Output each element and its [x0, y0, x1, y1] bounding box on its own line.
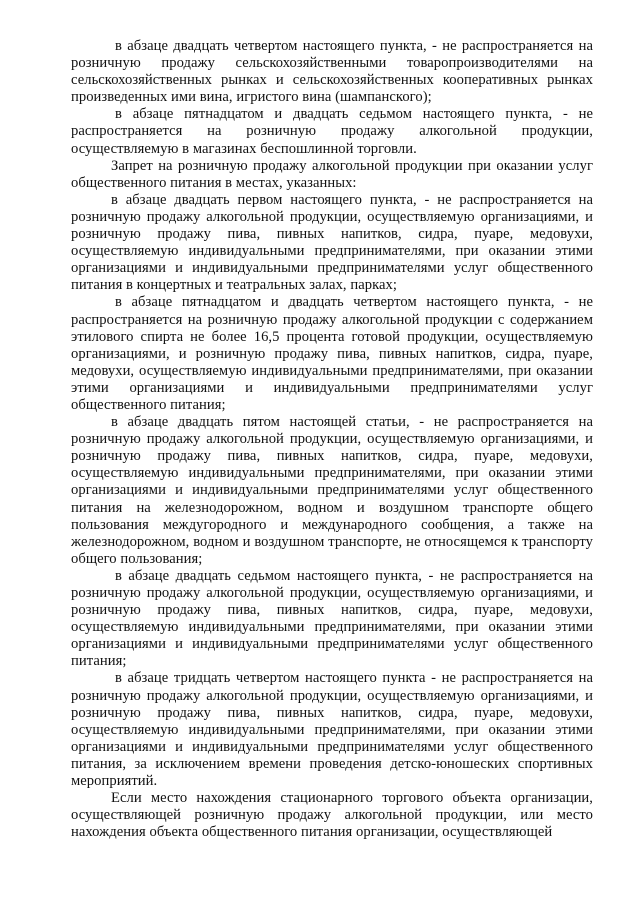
paragraph-clause-15-24: в абзаце пятнадцатом и двадцать четвертом настоящего пункта, - не распространяется на розничную продажу алкогольной продукции с содержанием этилового спирта не более 16,5 процента готовой продукции, осуществляемую организациями, и розничную продажу пива, пивных напитков, сидра, пуаре, медовухи, осуществляемую индивидуальными предпринимателями, при оказании этими организациями и индивидуальными предпринимателями услуг общественного питания;	[71, 294, 593, 413]
document-body	[71, 38, 593, 841]
paragraph-clause-15-27: в абзаце пятнадцатом и двадцать седьмом настоящего пункта, - не распространяется на розничную продажу алкогольной продукции, осуществляемую в магазинах беспошлинной торговли.	[71, 106, 593, 157]
paragraph-ban-intro: Запрет на розничную продажу алкогольной продукции при оказании услуг общественного питания в местах, указанных:	[71, 157, 593, 191]
paragraph-location: Если место нахождения стационарного торгового объекта организации, осуществляющей розничную продажу алкогольной продукции, или место нахождения объекта общественного питания организации, осуществляющей	[71, 790, 593, 841]
paragraph-clause-24: в абзаце двадцать четвертом настоящего пункта, - не распространяется на розничную продажу сельскохозяйственными товаропроизводителями на сельскохозяйственных рынках и сельскохозяйственных кооперативных рынках произведенных ими вина, игристого вина (шампанского);	[71, 38, 593, 106]
paragraph-clause-21: в абзаце двадцать первом настоящего пункта, - не распространяется на розничную продажу алкогольной продукции, осуществляемую организациями, и розничную продажу пива, пивных напитков, сидра, пуаре, медовухи, осуществляемую индивидуальными предпринимателями, при оказании этими организациями и индивидуальными предпринимателями услуг общественного питания в концертных и театральных залах, парках;	[71, 191, 593, 294]
paragraph-clause-34: в абзаце тридцать четвертом настоящего пункта - не распространяется на розничную продажу алкогольной продукции, осуществляемую организациями, и розничную продажу пива, пивных напитков, сидра, пуаре, медовухи, осуществляемую индивидуальными предпринимателями, при оказании этими организациями и индивидуальными предпринимателями услуг общественного питания, за исключением времени проведения детско-юношеских спортивных мероприятий.	[71, 670, 593, 790]
paragraph-clause-25: в абзаце двадцать пятом настоящей статьи, - не распространяется на розничную продажу алкогольной продукции, осуществляемую организациями, и розничную продажу пива, пивных напитков, сидра, пуаре, медовухи, осуществляемую индивидуальными предпринимателями, при оказании этими организациями и индивидуальными предпринимателями услуг общественного питания на железнодорожном, водном и воздушном транспорте общего пользования междугородного и международного сообщения, а также на железнодорожном, водном и воздушном транспорте, не относящемся к транспорту общего пользования;	[71, 414, 593, 567]
paragraph-clause-27: в абзаце двадцать седьмом настоящего пункта, - не распространяется на розничную продажу алкогольной продукции, осуществляемую организациями, и розничную продажу пива, пивных напитков, сидра, пуаре, медовухи, осуществляемую индивидуальными предпринимателями, при оказании этими организациями и индивидуальными предпринимателями услуг общественного питания;	[71, 567, 593, 670]
